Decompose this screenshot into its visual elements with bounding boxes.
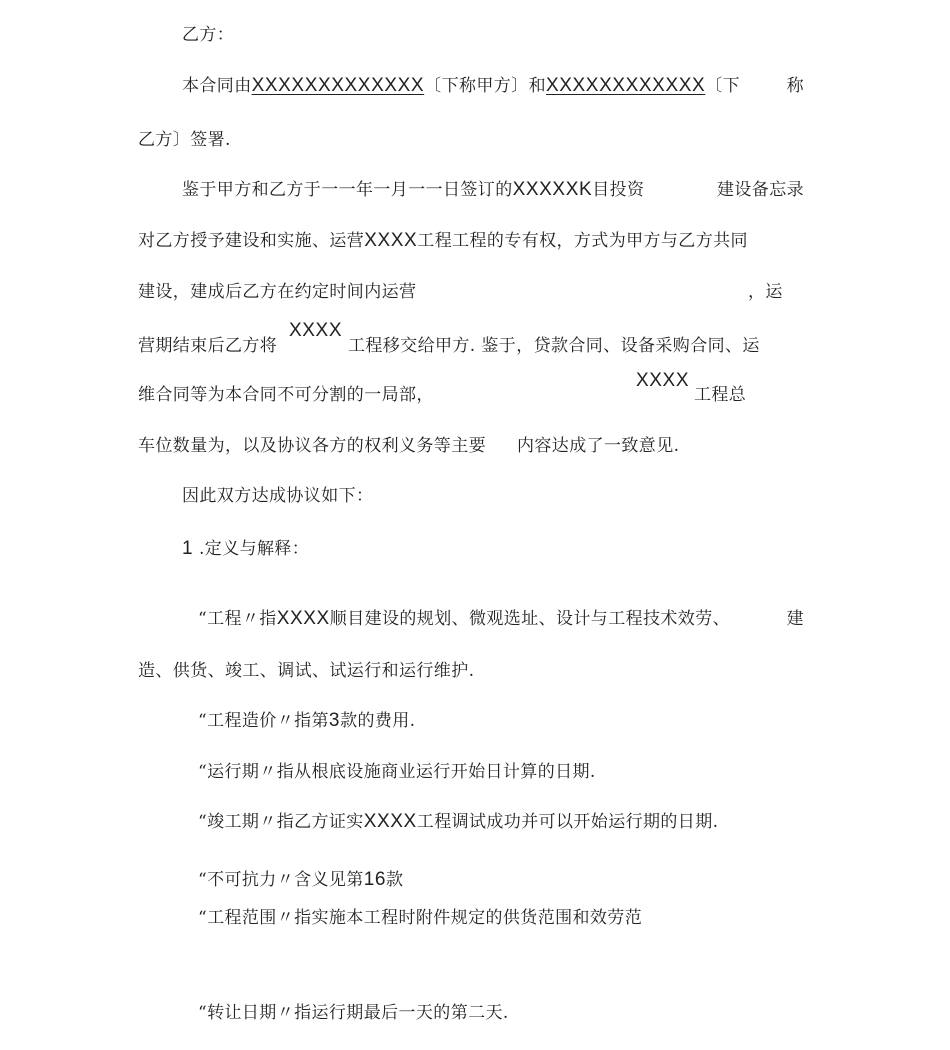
def-project-line-1 xyxy=(198,608,804,630)
whereas-line-2 xyxy=(138,230,804,252)
whereas-line-5b: 工程总 xyxy=(694,385,747,405)
whereas-l1-left xyxy=(182,179,644,201)
whereas-line-4a: 营期结束后乙方将 xyxy=(138,336,278,356)
def-cost-num: 3 xyxy=(328,710,341,731)
intro-prefix: 本合同由 xyxy=(182,76,252,96)
def-project-code: XXXX xyxy=(276,608,330,629)
def-force-num: 16 xyxy=(363,869,387,890)
whereas-l4-code: XXXX xyxy=(289,320,343,341)
whereas-l2 xyxy=(138,230,748,252)
def-cost xyxy=(198,710,415,732)
def-cost-term: “工程造价〃指第 xyxy=(198,711,329,731)
whereas-l2-code: XXXX xyxy=(364,230,418,251)
whereas-line-4b: 工程移交给甲方. 鉴于，贷款合同、设备采购合同、运 xyxy=(348,336,760,356)
party-a-name: XXXXXXXXXXXXX xyxy=(251,75,425,96)
def-force-majeure xyxy=(198,869,403,891)
whereas-line-1 xyxy=(182,179,804,201)
def-cost-text: 款的费用. xyxy=(340,711,416,731)
section-1-heading xyxy=(182,538,309,560)
def-project-right: 建 xyxy=(786,609,804,629)
def-scope: “工程范围〃指实施本工程时附件规定的供货范围和效劳范 xyxy=(198,908,643,928)
agreement-line: 因此双方达成协议如下： xyxy=(182,486,374,506)
whereas-l1-code: XXXXXK xyxy=(512,179,593,200)
whereas-l2-text: 对乙方授予建设和实施、运营 xyxy=(138,231,365,251)
whereas-l1-text: 鉴于甲方和乙方于一一年一月一一日签订的 xyxy=(182,180,513,200)
whereas-line-6b: 内容达成了一致意见. xyxy=(517,436,680,456)
party-b-label: 乙方： xyxy=(182,25,235,45)
whereas-l1-text-b: 目投资 xyxy=(592,180,645,200)
whereas-line-3a: 建设，建成后乙方在约定时间内运营 xyxy=(138,282,417,302)
whereas-l2-text-b: 工程工程的专有权，方式为甲方与乙方共同 xyxy=(417,231,748,251)
intro-suffix-2: 称 xyxy=(786,76,804,96)
intro-text-a xyxy=(182,75,740,97)
def-operation: “运行期〃指从根底设施商业运行开始日计算的日期. xyxy=(198,762,596,782)
contract-intro-line-1 xyxy=(182,75,804,97)
def-transfer-date: “转让日期〃指运行期最后一天的第二天. xyxy=(198,1003,509,1023)
whereas-line-3b: ，运 xyxy=(748,282,783,302)
def-force-text: 款 xyxy=(386,870,404,890)
whereas-line-5a: 维合同等为本合同不可分割的一局部， xyxy=(138,385,434,405)
def-project-text: 顺目建设的规划、微观选址、设计与工程技术效劳、 xyxy=(329,609,730,629)
def-completion xyxy=(198,811,718,833)
def-completion-code: XXXX xyxy=(363,811,417,832)
def-project-line-2: 造、供货、竣工、调试、试运行和运行维护. xyxy=(138,661,475,681)
def-project-term: “工程〃指 xyxy=(198,609,277,629)
def-project-left xyxy=(198,608,730,630)
section-1-number: 1 xyxy=(182,538,194,559)
def-completion-text: 工程调试成功并可以开始运行期的日期. xyxy=(416,812,719,832)
intro-mid: 〔下称甲方〕和 xyxy=(424,76,546,96)
whereas-line-6a: 车位数量为，以及协议各方的权利义务等主要 xyxy=(138,436,486,456)
whereas-l5-code: XXXX xyxy=(636,370,690,391)
intro-suffix-1: 〔下 xyxy=(705,76,741,96)
party-b-name: XXXXXXXXXXXX xyxy=(545,75,706,96)
whereas-l1-right: 建设备忘录 xyxy=(717,180,804,200)
contract-intro-line-2: 乙方〕签署. xyxy=(138,130,231,150)
section-1-title: .定义与解释： xyxy=(198,539,310,559)
def-force-term: “不可抗力〃含义见第 xyxy=(198,870,364,890)
def-completion-term: “竣工期〃指乙方证实 xyxy=(198,812,364,832)
